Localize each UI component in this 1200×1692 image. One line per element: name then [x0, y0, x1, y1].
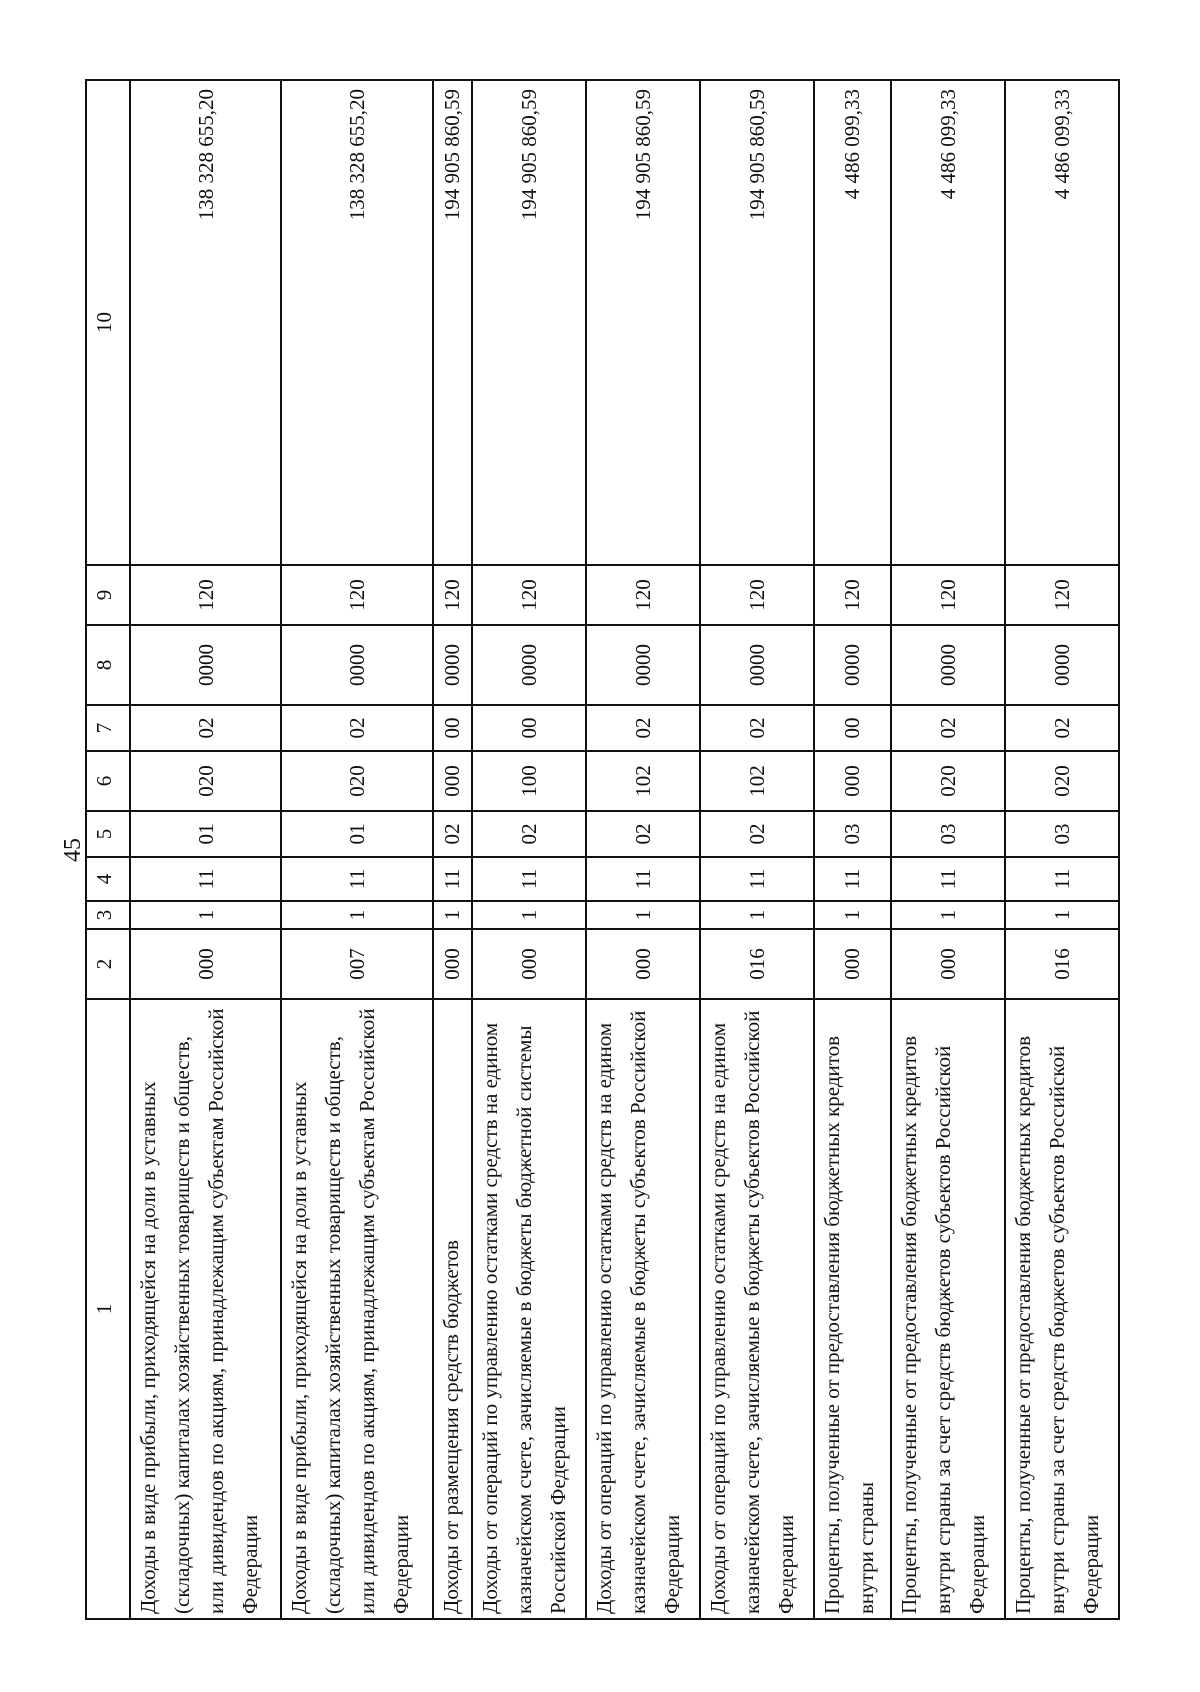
table-row — [130, 80, 281, 1619]
cell-code-7: 02 — [130, 705, 281, 751]
cell-code-8: 0000 — [1005, 625, 1119, 705]
header-cell: 4 — [86, 857, 130, 901]
cell-code-6: 020 — [130, 751, 281, 811]
cell-amount: 194 905 860,59 — [700, 80, 814, 565]
cell-code-2: 000 — [130, 929, 281, 999]
header-cell: 9 — [86, 565, 130, 625]
cell-amount: 4 486 099,33 — [1005, 80, 1119, 565]
cell-code-6: 020 — [281, 751, 432, 811]
header-cell: 10 — [86, 80, 130, 565]
cell-code-7: 00 — [433, 705, 472, 751]
cell-amount: 138 328 655,20 — [281, 80, 432, 565]
header-cell: 7 — [86, 705, 130, 751]
table-row — [586, 80, 700, 1619]
cell-code-4: 11 — [281, 857, 432, 901]
cell-code-3: 1 — [281, 901, 432, 929]
row-description: Доходы от размещения средств бюджетов — [433, 999, 472, 1619]
cell-amount: 194 905 860,59 — [472, 80, 586, 565]
cell-code-7: 02 — [1005, 705, 1119, 751]
cell-code-9: 120 — [472, 565, 586, 625]
header-cell: 2 — [86, 929, 130, 999]
budget-table — [85, 79, 1120, 1620]
table-row — [814, 80, 891, 1619]
cell-code-6: 102 — [586, 751, 700, 811]
cell-amount: 4 486 099,33 — [814, 80, 891, 565]
row-description: Доходы от операций по управлению остатками средств на едином казначейском счете, зачисляемые в бюджеты субъектов Российской Федерации — [700, 999, 814, 1619]
cell-code-2: 000 — [891, 929, 1005, 999]
page-number: 45 — [60, 838, 86, 862]
header-cell: 3 — [86, 901, 130, 929]
cell-code-6: 020 — [1005, 751, 1119, 811]
cell-code-5: 03 — [891, 811, 1005, 857]
cell-code-3: 1 — [700, 901, 814, 929]
cell-code-6: 000 — [433, 751, 472, 811]
cell-code-3: 1 — [891, 901, 1005, 929]
table-header-row — [86, 80, 130, 1619]
cell-code-2: 000 — [472, 929, 586, 999]
cell-code-8: 0000 — [891, 625, 1005, 705]
cell-code-8: 0000 — [472, 625, 586, 705]
cell-code-7: 00 — [472, 705, 586, 751]
cell-code-2: 000 — [586, 929, 700, 999]
cell-code-3: 1 — [433, 901, 472, 929]
cell-code-6: 000 — [814, 751, 891, 811]
cell-code-8: 0000 — [700, 625, 814, 705]
table-row — [891, 80, 1005, 1619]
cell-code-3: 1 — [1005, 901, 1119, 929]
cell-code-5: 02 — [433, 811, 472, 857]
cell-code-5: 03 — [814, 811, 891, 857]
cell-code-2: 016 — [1005, 929, 1119, 999]
header-cell: 6 — [86, 751, 130, 811]
cell-code-8: 0000 — [586, 625, 700, 705]
cell-code-3: 1 — [130, 901, 281, 929]
cell-code-7: 02 — [281, 705, 432, 751]
cell-code-4: 11 — [700, 857, 814, 901]
cell-code-2: 016 — [700, 929, 814, 999]
cell-amount: 4 486 099,33 — [891, 80, 1005, 565]
cell-code-7: 02 — [700, 705, 814, 751]
cell-code-9: 120 — [891, 565, 1005, 625]
cell-code-2: 000 — [433, 929, 472, 999]
cell-code-7: 00 — [814, 705, 891, 751]
cell-code-4: 11 — [130, 857, 281, 901]
cell-code-3: 1 — [814, 901, 891, 929]
cell-code-9: 120 — [281, 565, 432, 625]
cell-code-8: 0000 — [281, 625, 432, 705]
cell-amount: 194 905 860,59 — [586, 80, 700, 565]
cell-code-5: 02 — [700, 811, 814, 857]
cell-code-5: 03 — [1005, 811, 1119, 857]
cell-code-9: 120 — [586, 565, 700, 625]
cell-code-5: 02 — [472, 811, 586, 857]
cell-code-6: 020 — [891, 751, 1005, 811]
row-description: Доходы от операций по управлению остатками средств на едином казначейском счете, зачисляемые в бюджеты бюджетной системы Российской Федерации — [472, 999, 586, 1619]
row-description: Проценты, полученные от предоставления бюджетных кредитов внутри страны за счет средств бюджетов субъектов Российской Федерации — [891, 999, 1005, 1619]
cell-code-9: 120 — [814, 565, 891, 625]
header-cell: 8 — [86, 625, 130, 705]
rotated-table-container — [85, 81, 1120, 1620]
row-description: Доходы от операций по управлению остатками средств на едином казначейском счете, зачисляемые в бюджеты субъектов Российской Федерации — [586, 999, 700, 1619]
cell-code-5: 01 — [130, 811, 281, 857]
header-cell: 5 — [86, 811, 130, 857]
cell-code-4: 11 — [586, 857, 700, 901]
cell-amount: 194 905 860,59 — [433, 80, 472, 565]
row-description: Проценты, полученные от предоставления бюджетных кредитов внутри страны за счет средств бюджетов субъектов Российской Федерации — [1005, 999, 1119, 1619]
table-row — [472, 80, 586, 1619]
cell-code-9: 120 — [433, 565, 472, 625]
cell-code-8: 0000 — [130, 625, 281, 705]
cell-code-3: 1 — [472, 901, 586, 929]
header-cell: 1 — [86, 999, 130, 1619]
cell-code-4: 11 — [1005, 857, 1119, 901]
cell-code-5: 01 — [281, 811, 432, 857]
table-row — [433, 80, 472, 1619]
row-description: Проценты, полученные от предоставления бюджетных кредитов внутри страны — [814, 999, 891, 1619]
cell-code-9: 120 — [1005, 565, 1119, 625]
cell-code-6: 102 — [700, 751, 814, 811]
cell-code-4: 11 — [891, 857, 1005, 901]
cell-code-4: 11 — [433, 857, 472, 901]
cell-code-3: 1 — [586, 901, 700, 929]
table-row — [1005, 80, 1119, 1619]
cell-code-2: 007 — [281, 929, 432, 999]
cell-code-4: 11 — [472, 857, 586, 901]
table-row — [281, 80, 432, 1619]
table-row — [700, 80, 814, 1619]
row-description: Доходы в виде прибыли, приходящейся на доли в уставных (складочных) капиталах хозяйственных товариществ и обществ, или дивидендов по акциям, принадлежащим субъектам Российской Федерации — [130, 999, 281, 1619]
cell-amount: 138 328 655,20 — [130, 80, 281, 565]
cell-code-8: 0000 — [814, 625, 891, 705]
row-description: Доходы в виде прибыли, приходящейся на доли в уставных (складочных) капиталах хозяйственных товариществ и обществ, или дивидендов по акциям, принадлежащим субъектам Российской Федерации — [281, 999, 432, 1619]
cell-code-5: 02 — [586, 811, 700, 857]
cell-code-8: 0000 — [433, 625, 472, 705]
cell-code-7: 02 — [586, 705, 700, 751]
cell-code-4: 11 — [814, 857, 891, 901]
cell-code-9: 120 — [700, 565, 814, 625]
cell-code-7: 02 — [891, 705, 1005, 751]
cell-code-2: 000 — [814, 929, 891, 999]
cell-code-9: 120 — [130, 565, 281, 625]
cell-code-6: 100 — [472, 751, 586, 811]
